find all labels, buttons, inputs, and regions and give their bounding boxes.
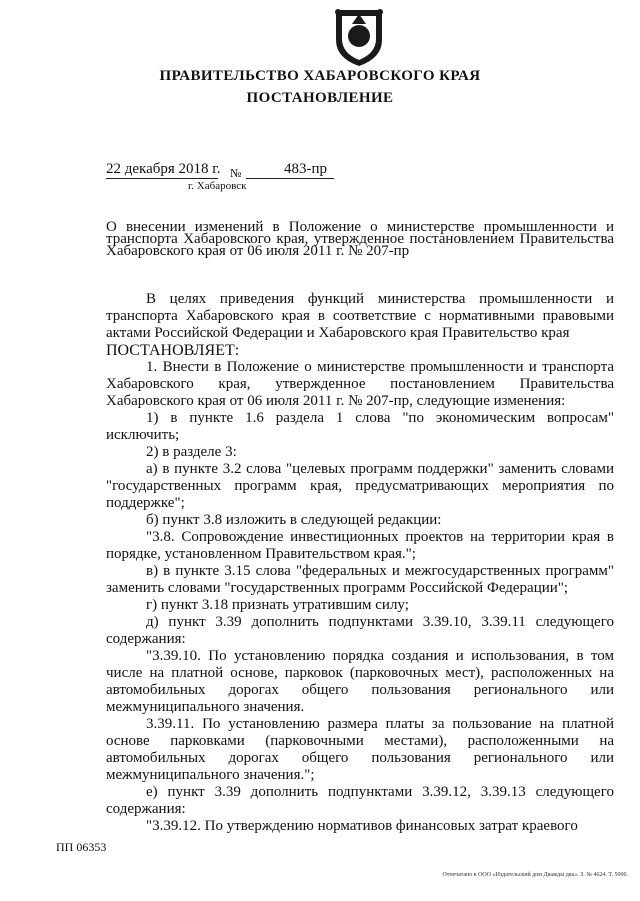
number-underline: [246, 178, 334, 179]
body-paragraph: в) в пункте 3.15 слова "федеральных и межгосударственных программ" заменить словами "государственных программ Российской Федерации";: [106, 563, 614, 596]
coat-of-arms-icon: [330, 6, 388, 68]
body-paragraph: 1) в пункте 1.6 раздела 1 слова "по экономическим вопросам" исключить;: [106, 410, 614, 443]
number-sign: №: [230, 166, 242, 180]
body-paragraph: е) пункт 3.39 дополнить подпунктами 3.39.12, 3.39.13 следующего содержания:: [106, 784, 614, 817]
document-number: 483-пр: [284, 161, 328, 177]
body-paragraph: д) пункт 3.39 дополнить подпунктами 3.39.10, 3.39.11 следующего содержания:: [106, 614, 614, 647]
date-underline: [106, 178, 218, 179]
resolution-heading: ПОСТАНОВЛЯЕТ:: [106, 342, 240, 359]
document-type: ПОСТАНОВЛЕНИЕ: [246, 90, 394, 106]
body-paragraph: 3.39.11. По установлению размера платы за пользование на платной основе парковками (парковочными местами), расположенными на автомобильных дорогах общего пользования регионального или межмуниципального значения.";: [106, 716, 614, 783]
document-date: 22 декабря 2018 г.: [106, 161, 221, 177]
body-paragraph: 1. Внести в Положение о министерстве промышленности и транспорта Хабаровского края, утвержденное постановлением Правительства Хабаровского края от 06 июля 2011 г. № 207-пр, следующие изменения:: [106, 359, 614, 409]
body-paragraph: 2) в разделе 3:: [146, 444, 237, 460]
body-paragraph: "3.39.12. По утверждению нормативов финансовых затрат краевого: [146, 818, 578, 834]
government-title: ПРАВИТЕЛЬСТВО ХАБАРОВСКОГО КРАЯ: [159, 68, 481, 84]
page-code: ПП 06353: [56, 840, 107, 854]
body-paragraph: б) пункт 3.8 изложить в следующей редакции:: [146, 512, 442, 528]
body-paragraph: "3.8. Сопровождение инвестиционных проектов на территории края в порядке, установленном Правительством края.";: [106, 529, 614, 562]
body-paragraph: "3.39.10. По установлению порядка создания и использования, в том числе на платной основе, парковок (парковочных мест), расположенных на автомобильных дорогах общего пользования регионального или межмуниципального значения.: [106, 648, 614, 715]
document-body: [106, 291, 614, 835]
body-paragraph: г) пункт 3.18 признать утратившим силу;: [146, 597, 409, 613]
printer-note: Отпечатано в ООО «Издательский дом Дважды два». З. № 4624. Т. 5000.: [442, 872, 628, 878]
document-subject: О внесении изменений в Положение о министерстве промышленности и транспорта Хабаровского края, утвержденное постановлением Правительства Хабаровского края от 06 июля 2011 г. № 207-пр: [106, 219, 614, 259]
body-paragraph: В целях приведения функций министерства промышленности и транспорта Хабаровского края в соответствие с нормативными правовыми актами Российской Федерации и Хабаровского края Правительство края: [106, 291, 614, 341]
body-paragraph: а) в пункте 3.2 слова "целевых программ поддержки" заменить словами "государственных программ края, предусматривающих мероприятия по поддержке";: [106, 461, 614, 511]
document-city: г. Хабаровск: [188, 180, 247, 192]
